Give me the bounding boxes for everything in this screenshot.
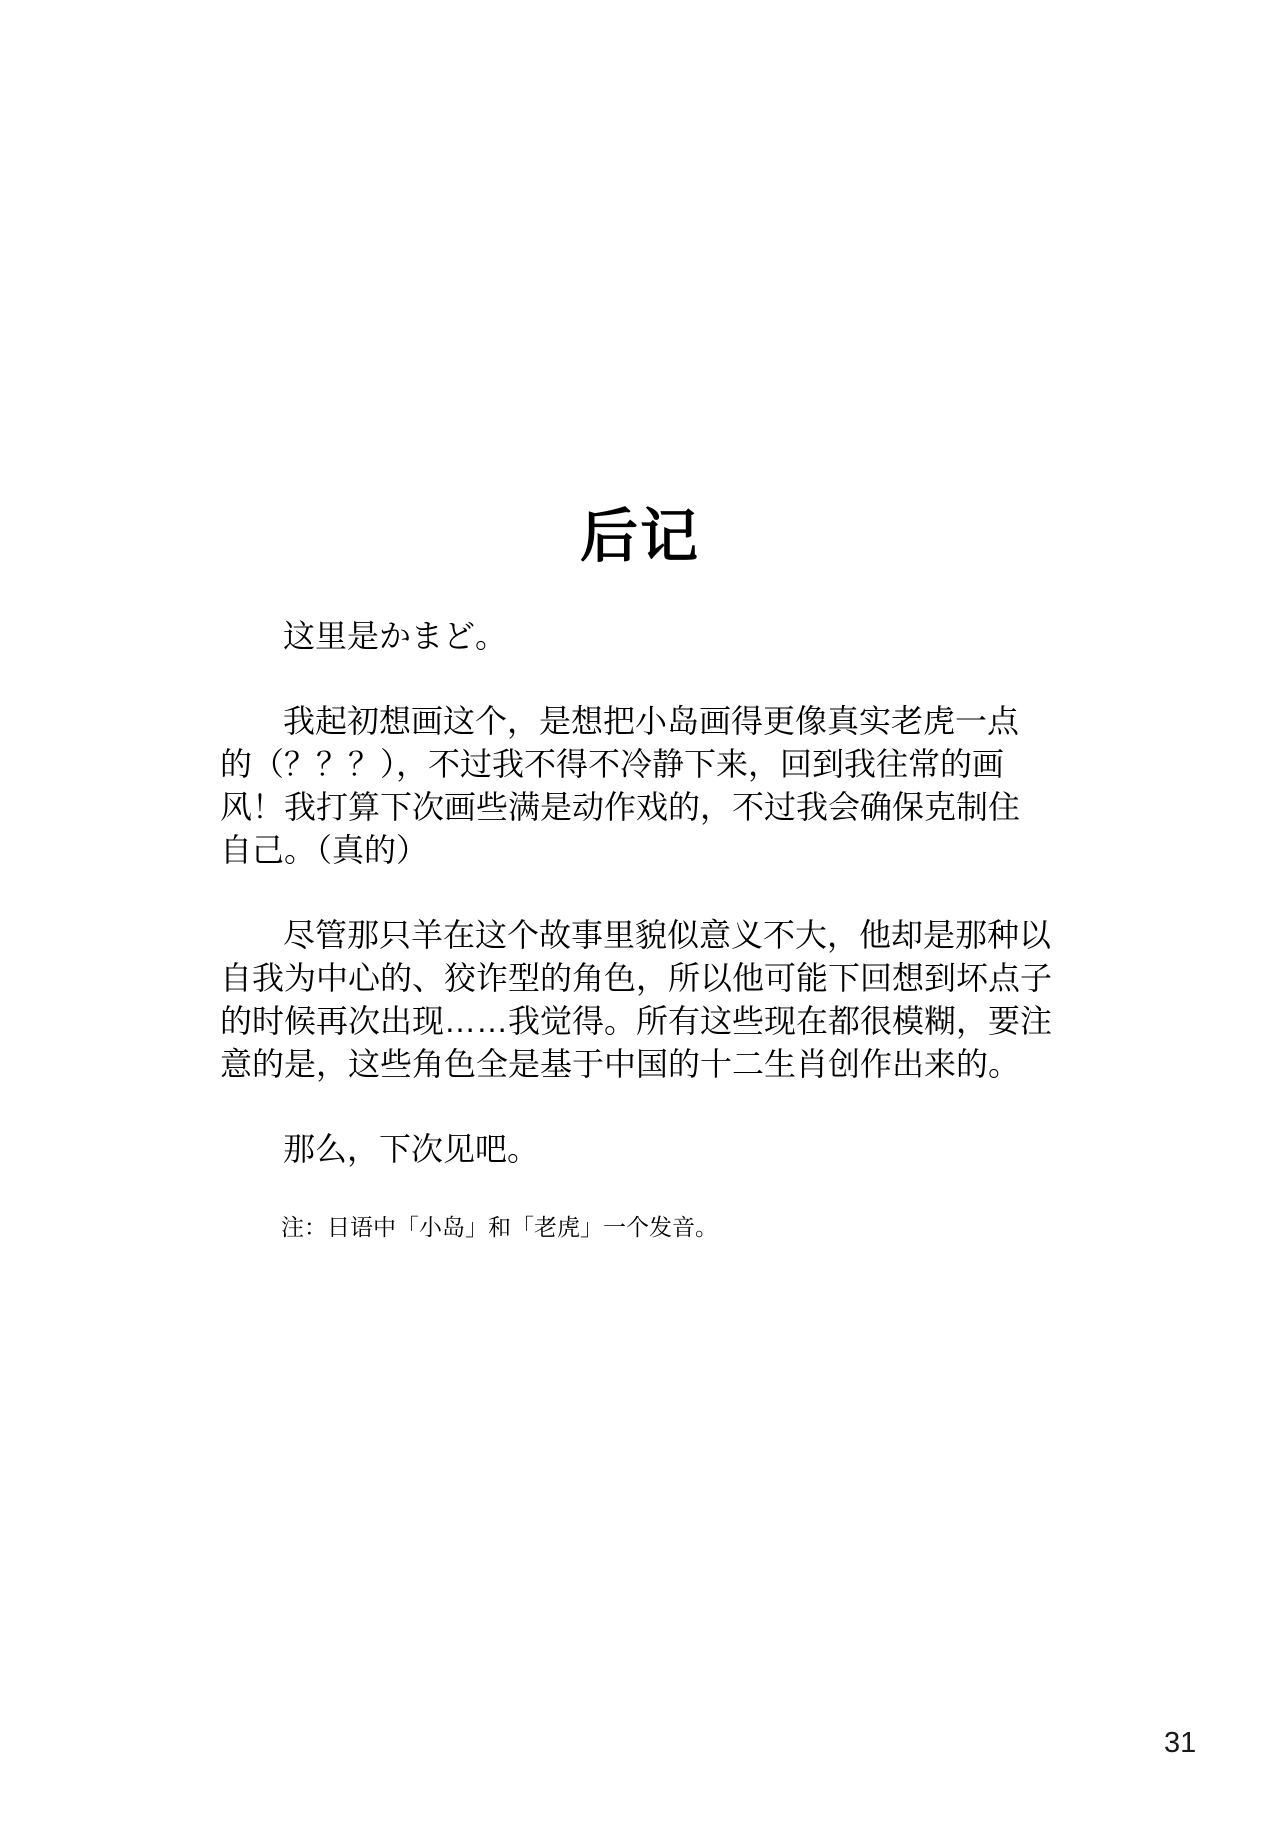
- page-number: 31: [1164, 1727, 1197, 1759]
- text-line: 自我为中心的、狡诈型的角色，所以他可能下回想到坏点子: [220, 960, 1053, 996]
- afterword-body: [220, 615, 1072, 1171]
- text-line: 自己。（真的）: [220, 832, 429, 868]
- text-line: 这里是かまど。: [283, 618, 508, 654]
- paragraph-greeting: [220, 615, 1072, 658]
- text-line: 的（？？？），不过我不得不冷静下来，回到我往常的画: [220, 746, 1005, 782]
- text-line: 意的是，这些角色全是基于中国的十二生肖创作出来的。: [220, 1046, 1021, 1082]
- paragraph-farewell: [220, 1128, 1072, 1171]
- text-line: 的时候再次出现……我觉得。所有这些现在都很模糊，要注: [220, 1003, 1053, 1039]
- text-line: 尽管那只羊在这个故事里貌似意义不大，他却是那种以: [283, 917, 1052, 953]
- text-line: 风！我打算下次画些满是动作戏的，不过我会确保克制住: [220, 789, 1021, 825]
- text-line: 那么，下次见吧。: [283, 1131, 540, 1167]
- text-line: 我起初想画这个，是想把小岛画得更像真实老虎一点: [283, 703, 1020, 739]
- paragraph-sheep-character: [220, 914, 1072, 1086]
- translator-note: 注：日语中「小岛」和「老虎」一个发音。: [281, 1214, 718, 1240]
- paragraph-drawing-style: [220, 700, 1072, 872]
- page-title: 后记: [579, 504, 700, 569]
